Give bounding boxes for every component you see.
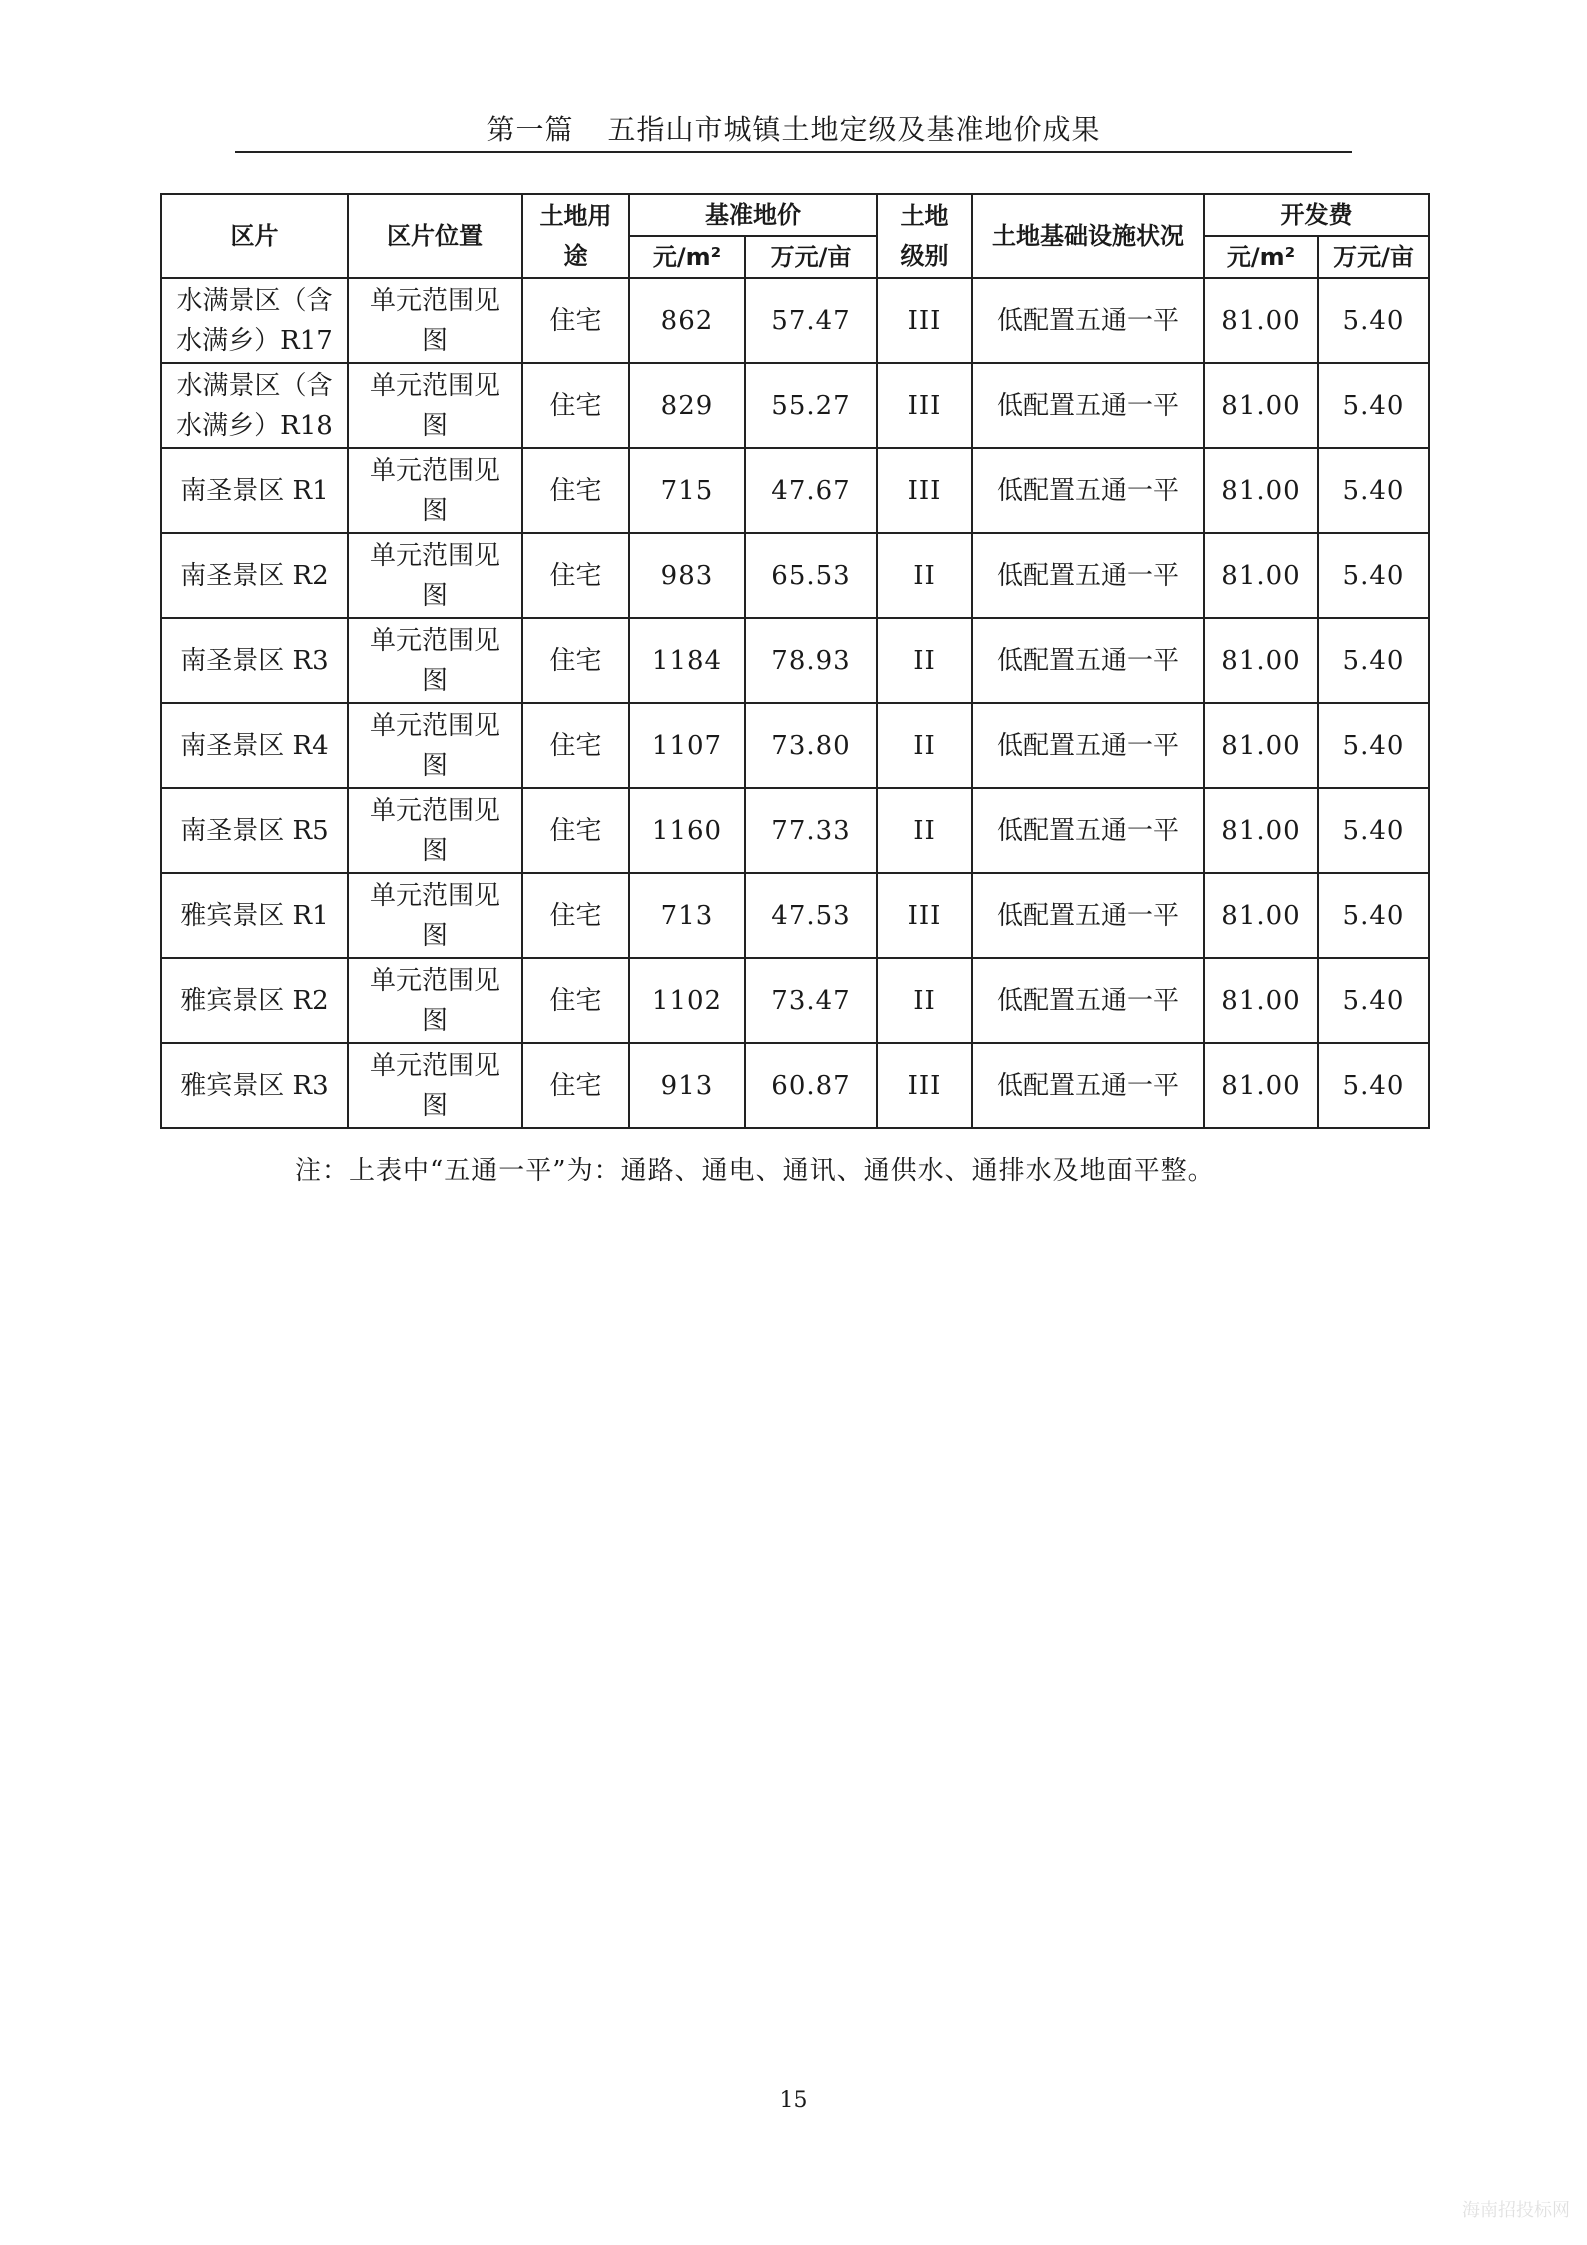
cell-location: 单元范围见图 [348,278,522,363]
cell-price-mu: 73.80 [745,703,877,788]
table-row [161,1043,1429,1128]
table-row [161,958,1429,1043]
header-title: 五指山市城镇土地定级及基准地价成果 [607,113,1101,146]
cell-infra: 低配置五通一平 [972,448,1204,533]
cell-zone: 南圣景区 R4 [161,703,348,788]
cell-grade: III [877,448,972,533]
cell-infra: 低配置五通一平 [972,873,1204,958]
cell-fee-mu: 5.40 [1318,873,1429,958]
cell-fee-m2: 81.00 [1204,873,1318,958]
cell-zone: 水满景区（含水满乡）R17 [161,278,348,363]
cell-location: 单元范围见图 [348,363,522,448]
cell-location: 单元范围见图 [348,533,522,618]
cell-price-m2: 1102 [629,958,745,1043]
header-infrastructure: 土地基础设施状况 [972,194,1204,278]
cell-fee-mu: 5.40 [1318,958,1429,1043]
watermark-stamp: 海南招投标网 [1462,2200,1570,2221]
cell-infra: 低配置五通一平 [972,958,1204,1043]
cell-fee-mu: 5.40 [1318,1043,1429,1128]
cell-fee-mu: 5.40 [1318,448,1429,533]
cell-fee-mu: 5.40 [1318,363,1429,448]
cell-price-m2: 1160 [629,788,745,873]
cell-fee-m2: 81.00 [1204,363,1318,448]
cell-use: 住宅 [522,448,629,533]
cell-fee-m2: 81.00 [1204,1043,1318,1128]
header-base-price: 基准地价 [629,194,877,236]
cell-fee-m2: 81.00 [1204,788,1318,873]
cell-price-mu: 47.67 [745,448,877,533]
cell-infra: 低配置五通一平 [972,363,1204,448]
cell-zone: 南圣景区 R2 [161,533,348,618]
cell-grade: II [877,958,972,1043]
table-row [161,788,1429,873]
cell-fee-m2: 81.00 [1204,958,1318,1043]
header-location: 区片位置 [348,194,522,278]
table-note: 注：上表中“五通一平”为：通路、通电、通讯、通供水、通排水及地面平整。 [295,1156,1215,1186]
cell-price-m2: 829 [629,363,745,448]
header-price-per-m2: 元/m² [629,236,745,278]
cell-infra: 低配置五通一平 [972,703,1204,788]
header-dev-fee: 开发费 [1204,194,1429,236]
cell-use: 住宅 [522,703,629,788]
cell-fee-m2: 81.00 [1204,533,1318,618]
cell-fee-mu: 5.40 [1318,703,1429,788]
cell-location: 单元范围见图 [348,448,522,533]
cell-use: 住宅 [522,278,629,363]
cell-price-mu: 73.47 [745,958,877,1043]
table-row [161,278,1429,363]
cell-zone: 南圣景区 R3 [161,618,348,703]
table-row [161,873,1429,958]
cell-location: 单元范围见图 [348,1043,522,1128]
table-row [161,533,1429,618]
table-row [161,448,1429,533]
header-zone: 区片 [161,194,348,278]
page-number: 15 [779,2088,808,2113]
header-land-use: 土地用途 [522,194,629,278]
cell-infra: 低配置五通一平 [972,533,1204,618]
cell-price-mu: 65.53 [745,533,877,618]
cell-price-mu: 60.87 [745,1043,877,1128]
table-row [161,363,1429,448]
cell-fee-m2: 81.00 [1204,278,1318,363]
cell-fee-mu: 5.40 [1318,533,1429,618]
header-fee-per-mu: 万元/亩 [1318,236,1429,278]
header-price-per-mu: 万元/亩 [745,236,877,278]
cell-zone: 雅宾景区 R2 [161,958,348,1043]
cell-use: 住宅 [522,533,629,618]
cell-zone: 水满景区（含水满乡）R18 [161,363,348,448]
cell-use: 住宅 [522,363,629,448]
cell-use: 住宅 [522,958,629,1043]
cell-location: 单元范围见图 [348,618,522,703]
cell-use: 住宅 [522,873,629,958]
cell-location: 单元范围见图 [348,703,522,788]
cell-use: 住宅 [522,618,629,703]
cell-price-mu: 47.53 [745,873,877,958]
table-row [161,618,1429,703]
cell-grade: III [877,278,972,363]
cell-fee-mu: 5.40 [1318,278,1429,363]
cell-price-mu: 55.27 [745,363,877,448]
header-fee-per-m2: 元/m² [1204,236,1318,278]
cell-use: 住宅 [522,788,629,873]
cell-grade: III [877,873,972,958]
cell-location: 单元范围见图 [348,958,522,1043]
cell-price-m2: 715 [629,448,745,533]
cell-price-m2: 713 [629,873,745,958]
cell-zone: 南圣景区 R5 [161,788,348,873]
cell-use: 住宅 [522,1043,629,1128]
cell-location: 单元范围见图 [348,788,522,873]
header-part: 第一篇 [486,113,574,146]
cell-fee-mu: 5.40 [1318,788,1429,873]
cell-location: 单元范围见图 [348,873,522,958]
cell-fee-m2: 81.00 [1204,703,1318,788]
cell-price-m2: 983 [629,533,745,618]
cell-price-m2: 913 [629,1043,745,1128]
cell-infra: 低配置五通一平 [972,788,1204,873]
cell-fee-m2: 81.00 [1204,448,1318,533]
cell-grade: III [877,363,972,448]
header-rule [235,151,1352,153]
cell-fee-m2: 81.00 [1204,618,1318,703]
cell-zone: 雅宾景区 R3 [161,1043,348,1128]
cell-price-mu: 57.47 [745,278,877,363]
cell-infra: 低配置五通一平 [972,278,1204,363]
header-land-grade: 土地级别 [877,194,972,278]
cell-price-m2: 1184 [629,618,745,703]
cell-zone: 南圣景区 R1 [161,448,348,533]
cell-grade: II [877,703,972,788]
table-row [161,703,1429,788]
cell-zone: 雅宾景区 R1 [161,873,348,958]
base-price-table [160,193,1430,1129]
cell-grade: III [877,1043,972,1128]
cell-price-mu: 77.33 [745,788,877,873]
cell-fee-mu: 5.40 [1318,618,1429,703]
cell-price-m2: 862 [629,278,745,363]
cell-infra: 低配置五通一平 [972,1043,1204,1128]
cell-price-m2: 1107 [629,703,745,788]
cell-infra: 低配置五通一平 [972,618,1204,703]
cell-grade: II [877,618,972,703]
cell-grade: II [877,788,972,873]
page-header [235,108,1352,148]
cell-price-mu: 78.93 [745,618,877,703]
cell-grade: II [877,533,972,618]
